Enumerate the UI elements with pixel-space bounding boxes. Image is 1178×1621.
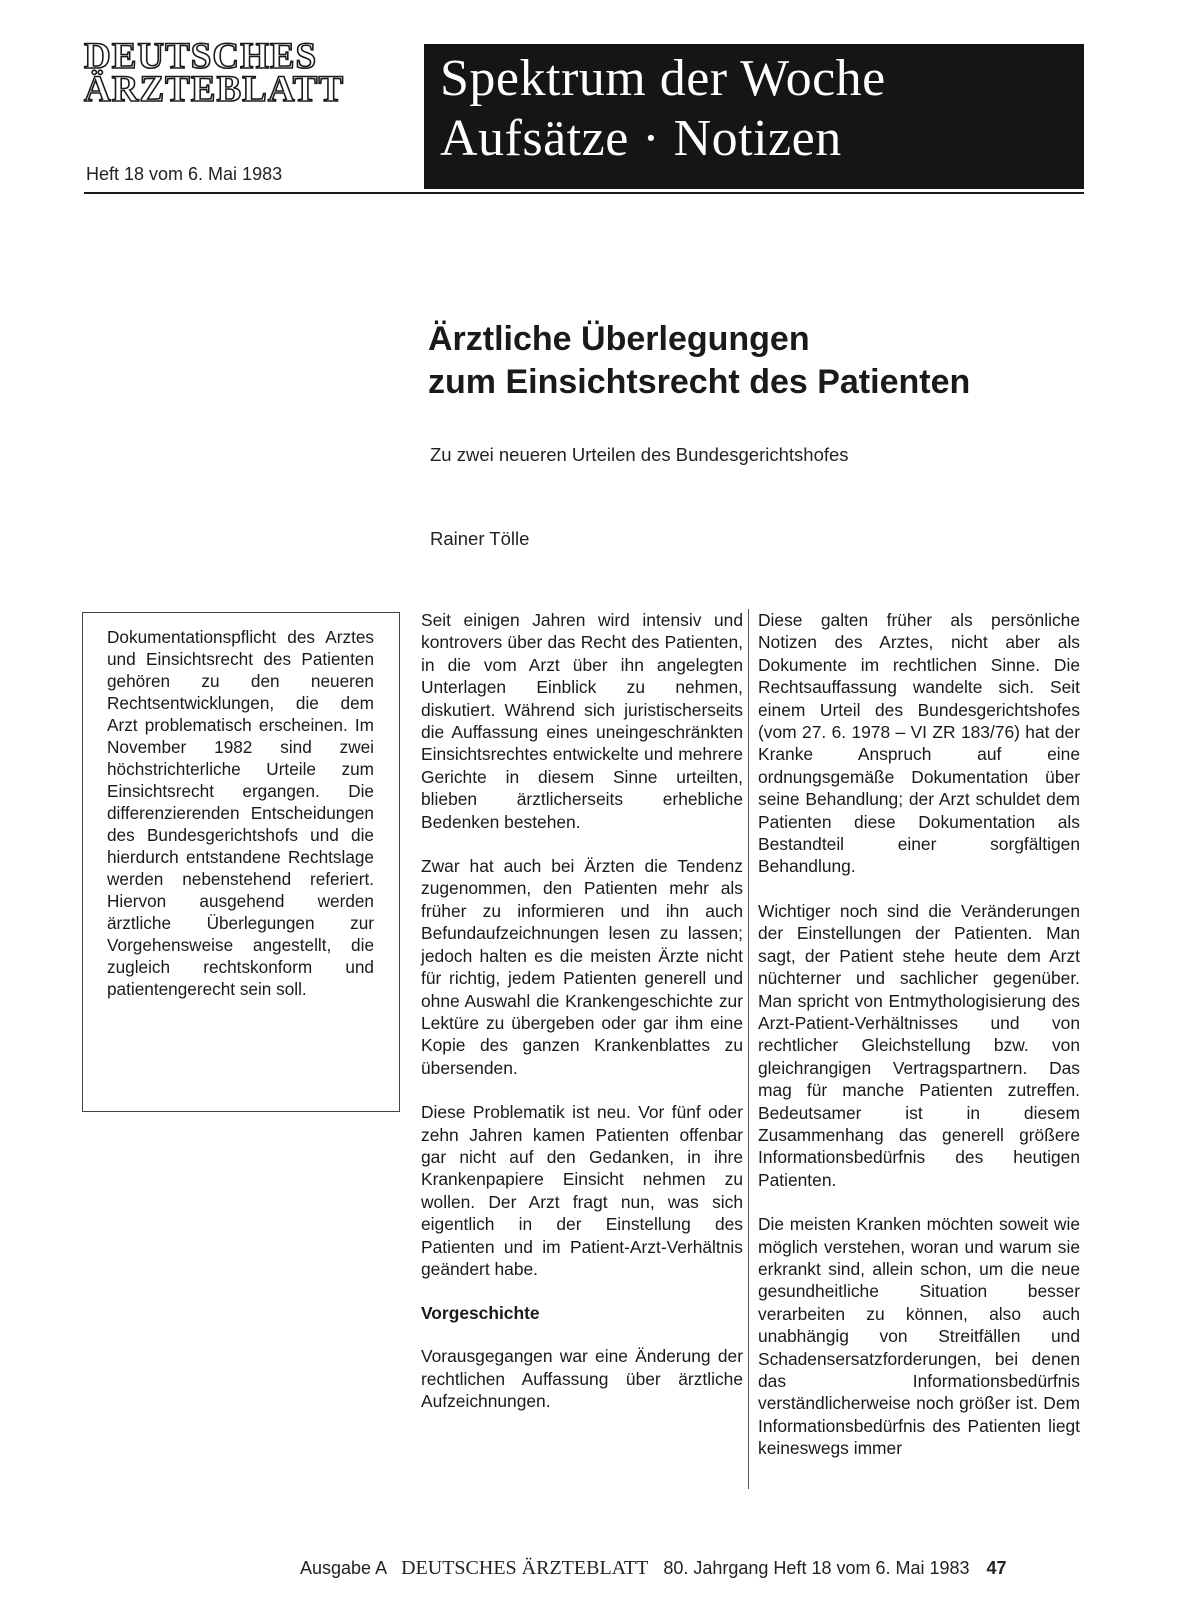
masthead-line-2: ÄRZTEBLATT xyxy=(84,69,345,110)
paragraph: Wichtiger noch sind die Veränderungen der Einstellungen der Patienten. Man sagt, der Patient stehe heute dem Arzt nüchterner und sachlicher gegenüber. Man spricht von Entmythologisierung des Arzt-Patient-Verhältnisses und von rechtlicher Gleichstellung bzw. von gleichrangigen Vertragspartnern. Das mag für manche Patienten zutreffen. Bedeutsamer ist in diesem Zusammenhang das generell größere Informationsbedürfnis des heutigen Patienten. xyxy=(758,900,1080,1190)
paragraph: Diese Problematik ist neu. Vor fünf oder zehn Jahren kamen Patienten offenbar gar nicht auf den Gedanken, in ihre Krankenpapiere Einsicht nehmen zu wollen. Der Arzt fragt nun, was sich eigentlich in der Einstellung des Patienten und im Patient-Arzt-Verhältnis geändert habe. xyxy=(421,1102,743,1279)
masthead-line-1: DEUTSCHES xyxy=(84,36,318,77)
paragraph: Seit einigen Jahren wird intensiv und kontrovers über das Recht des Patienten, in die vom Arzt über ihn angelegten Unterlagen Einblick zu nehmen, diskutiert. Während sich juristischerseits die Auffassung eines uneingeschränkten Einsichtsrechtes entwickelte und mehrere Gerichte in diesem Sinne urteilten, blieben ärztlicherseits erhebliche Bedenken bestehen. xyxy=(421,610,743,832)
abstract-text: Dokumentationspflicht des Arztes und Einsichtsrecht des Patienten gehören zu den neueren Rechtsentwicklungen, die dem Arzt problematisch erscheinen. Im November 1982 sind zwei höchstrichterliche Urteile zum Einsichtsrecht ergangen. Die differenzierenden Entscheidungen des Bundesgerichtshofs und die hierdurch entstandene Rechtslage werden nebenstehend referiert. Hiervon ausgehend werden ärztliche Überlegungen zur Vorgehensweise angestellt, die zugleich rechtskonform und patientengerecht sein soll. xyxy=(107,627,374,999)
body-column-1 xyxy=(421,609,743,1435)
article-author: Rainer Tölle xyxy=(430,528,530,549)
abstract-box xyxy=(82,612,400,1112)
paragraph: Vorausgegangen war eine Änderung der rechtlichen Auffassung über ärztliche Aufzeichnungen. xyxy=(421,1346,743,1412)
header-rule xyxy=(84,192,1084,194)
article-title-line-1: Ärztliche Überlegungen xyxy=(428,320,810,358)
paragraph: Die meisten Kranken möchten soweit wie möglich verstehen, woran und warum sie erkrankt sind, allein schon, um die neue gesundheitliche Situation besser verarbeiten zu können, also auch unabhängig von Streitfällen und Schadensersatzforderungen, bei denen das Informationsbedürfnis verständlicherweise noch größer ist. Dem Informationsbedürfnis des Patienten liegt keineswegs immer xyxy=(758,1214,1080,1459)
section-banner-line-1: Spektrum der Woche xyxy=(440,50,886,107)
issue-date: Heft 18 vom 6. Mai 1983 xyxy=(86,164,283,184)
article-subtitle: Zu zwei neueren Urteilen des Bundesgerichtshofes xyxy=(430,444,849,465)
article-title xyxy=(428,318,1088,404)
page-number: 47 xyxy=(986,1558,1007,1578)
footer-edition: Ausgabe A xyxy=(300,1558,387,1578)
footer-masthead: DEUTSCHES ÄRZTEBLATT xyxy=(401,1557,649,1579)
page-footer xyxy=(300,1557,1007,1580)
masthead-logo xyxy=(84,36,345,110)
section-banner-line-2: Aufsätze · Notizen xyxy=(440,110,842,167)
footer-volume: 80. Jahrgang Heft 18 vom 6. Mai 1983 xyxy=(663,1558,970,1578)
section-heading: Vorgeschichte xyxy=(421,1303,540,1324)
article-title-line-2: zum Einsichtsrecht des Patienten xyxy=(428,363,971,401)
paragraph: Diese galten früher als persönliche Notizen des Arztes, nicht aber als Dokumente im rechtlichen Sinne. Die Rechtsauffassung wandelte sich. Seit einem Urteil des Bundesgerichtshofes (vom 27. 6. 1978 – VI ZR 183/76) hat der Kranke Anspruch auf eine ordnungsgemäße Dokumentation über seine Behandlung; der Arzt schuldet dem Patienten diese Dokumentation als Bestandteil einer sorgfältigen Behandlung. xyxy=(758,610,1080,877)
section-banner xyxy=(424,44,1084,189)
paragraph: Zwar hat auch bei Ärzten die Tendenz zugenommen, den Patienten mehr als früher zu informieren und ihn auch Befundaufzeichnungen lesen zu lassen; jedoch halten es die meisten Ärzte nicht für richtig, jedem Patienten generell und ohne Auswahl die Krankengeschichte zur Lektüre zu übergeben oder gar ihm eine Kopie des ganzen Krankenblattes zu übersenden. xyxy=(421,856,743,1078)
body-column-2 xyxy=(758,609,1080,1482)
column-divider xyxy=(748,609,749,1489)
